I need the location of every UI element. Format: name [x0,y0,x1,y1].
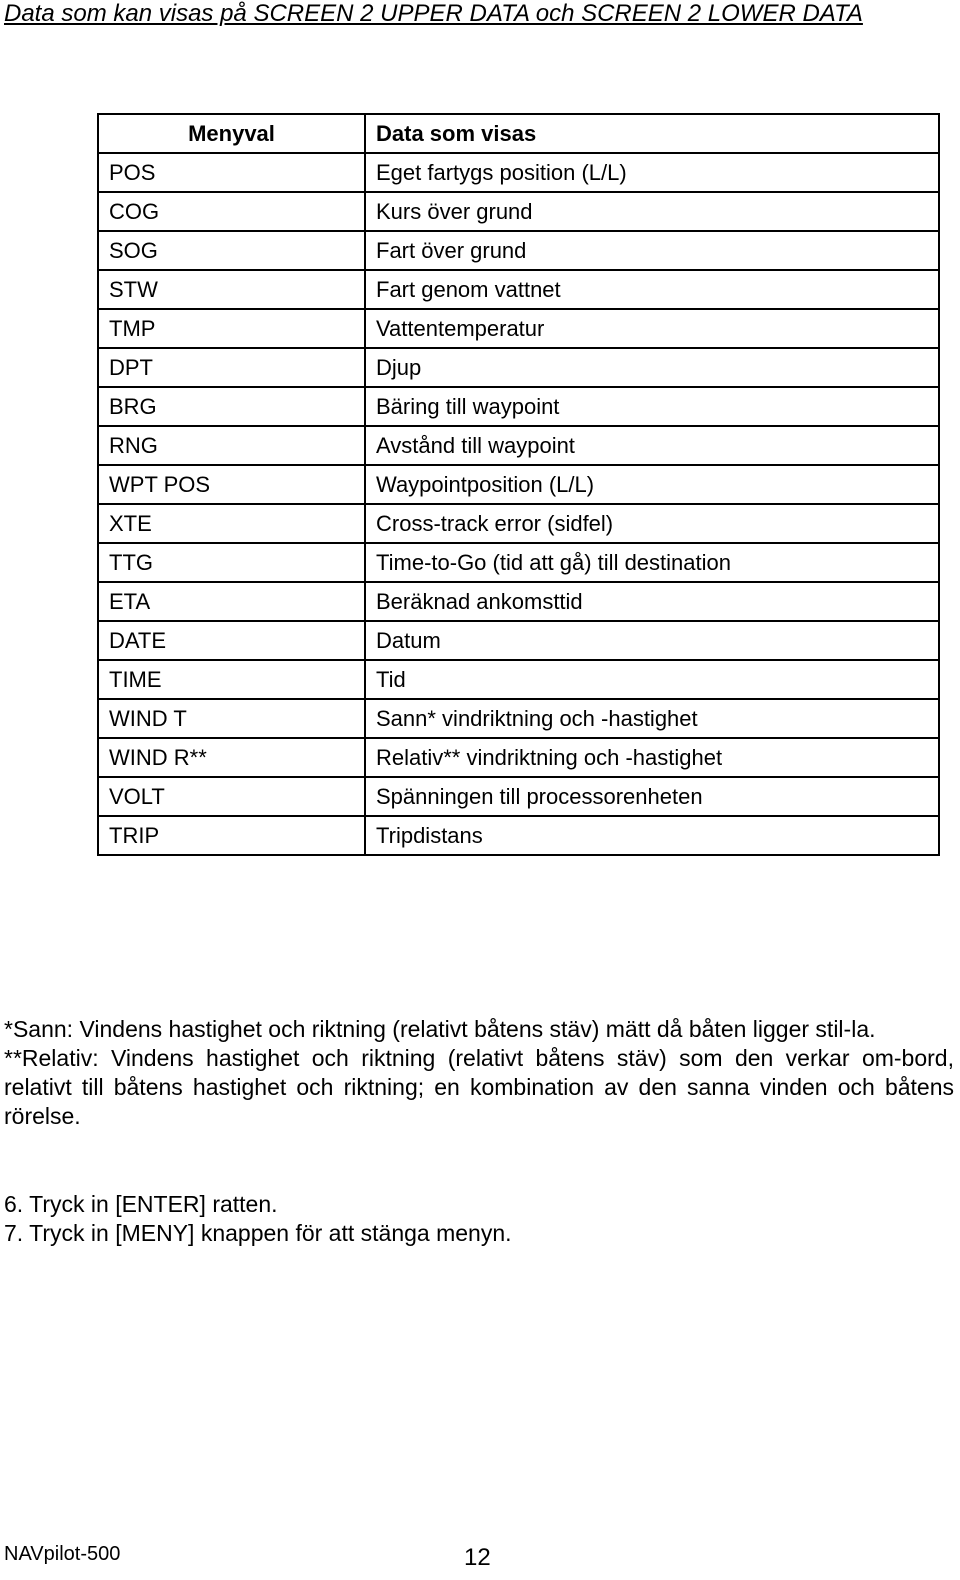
displayed-data-cell: Vattentemperatur [365,309,939,348]
displayed-data-cell: Fart över grund [365,231,939,270]
displayed-data-cell: Tripdistans [365,816,939,855]
table-row [98,543,939,582]
step-6: 6. Tryck in [ENTER] ratten. [4,1191,278,1217]
menu-option-cell: ETA [98,582,365,621]
displayed-data-cell: Time-to-Go (tid att gå) till destination [365,543,939,582]
displayed-data-cell: Waypointposition (L/L) [365,465,939,504]
steps-list [4,1190,512,1248]
menu-option-cell: SOG [98,231,365,270]
menu-option-cell: VOLT [98,777,365,816]
menu-option-cell: COG [98,192,365,231]
displayed-data-cell: Fart genom vattnet [365,270,939,309]
menu-option-cell: TMP [98,309,365,348]
displayed-data-cell: Relativ** vindriktning och -hastighet [365,738,939,777]
table-row [98,270,939,309]
menu-option-cell: XTE [98,504,365,543]
menu-option-cell: DPT [98,348,365,387]
menu-option-cell: WIND T [98,699,365,738]
table-row [98,348,939,387]
table-row [98,504,939,543]
table-row [98,387,939,426]
displayed-data-cell: Djup [365,348,939,387]
displayed-data-cell: Cross-track error (sidfel) [365,504,939,543]
displayed-data-cell: Tid [365,660,939,699]
displayed-data-cell: Beräknad ankomsttid [365,582,939,621]
table-row [98,699,939,738]
table-header-row [98,114,939,153]
table-row [98,231,939,270]
menu-option-cell: BRG [98,387,365,426]
displayed-data-cell: Datum [365,621,939,660]
menu-option-cell: STW [98,270,365,309]
note-sann: *Sann: Vindens hastighet och riktning (relativt båtens stäv) mätt då båten ligger stil-la. [4,1016,876,1042]
displayed-data-cell: Bäring till waypoint [365,387,939,426]
table-row [98,660,939,699]
note-relativ: **Relativ: Vindens hastighet och riktning (relativt båtens stäv) som den verkar om-bord, relativt till båtens hastighet och riktning; en kombination av den sanna vinden och båtens rörelse. [4,1045,954,1129]
footer-product: NAVpilot-500 [4,1543,121,1565]
table-row [98,777,939,816]
header-displayed-data: Data som visas [365,114,939,153]
step-7: 7. Tryck in [MENY] knappen för att stänga menyn. [4,1220,512,1246]
table-row [98,426,939,465]
table-row [98,192,939,231]
menu-option-cell: TRIP [98,816,365,855]
displayed-data-cell: Spänningen till processorenheten [365,777,939,816]
table-row [98,465,939,504]
table-row [98,816,939,855]
table-row [98,621,939,660]
table-body [98,153,939,855]
menu-option-cell: WIND R** [98,738,365,777]
table-row [98,309,939,348]
table-row [98,582,939,621]
table-row [98,153,939,192]
displayed-data-cell: Avstånd till waypoint [365,426,939,465]
menu-options-table [97,113,940,856]
menu-option-cell: DATE [98,621,365,660]
menu-option-cell: TTG [98,543,365,582]
menu-option-cell: TIME [98,660,365,699]
displayed-data-cell: Kurs över grund [365,192,939,231]
footnotes [4,1015,954,1131]
displayed-data-cell: Sann* vindriktning och -hastighet [365,699,939,738]
displayed-data-cell: Eget fartygs position (L/L) [365,153,939,192]
footer-page-number: 12 [464,1544,491,1571]
menu-option-cell: POS [98,153,365,192]
menu-option-cell: WPT POS [98,465,365,504]
menu-option-cell: RNG [98,426,365,465]
table-row [98,738,939,777]
header-menu-option: Menyval [98,114,365,153]
page-heading: Data som kan visas på SCREEN 2 UPPER DATA och SCREEN 2 LOWER DATA [4,0,863,27]
